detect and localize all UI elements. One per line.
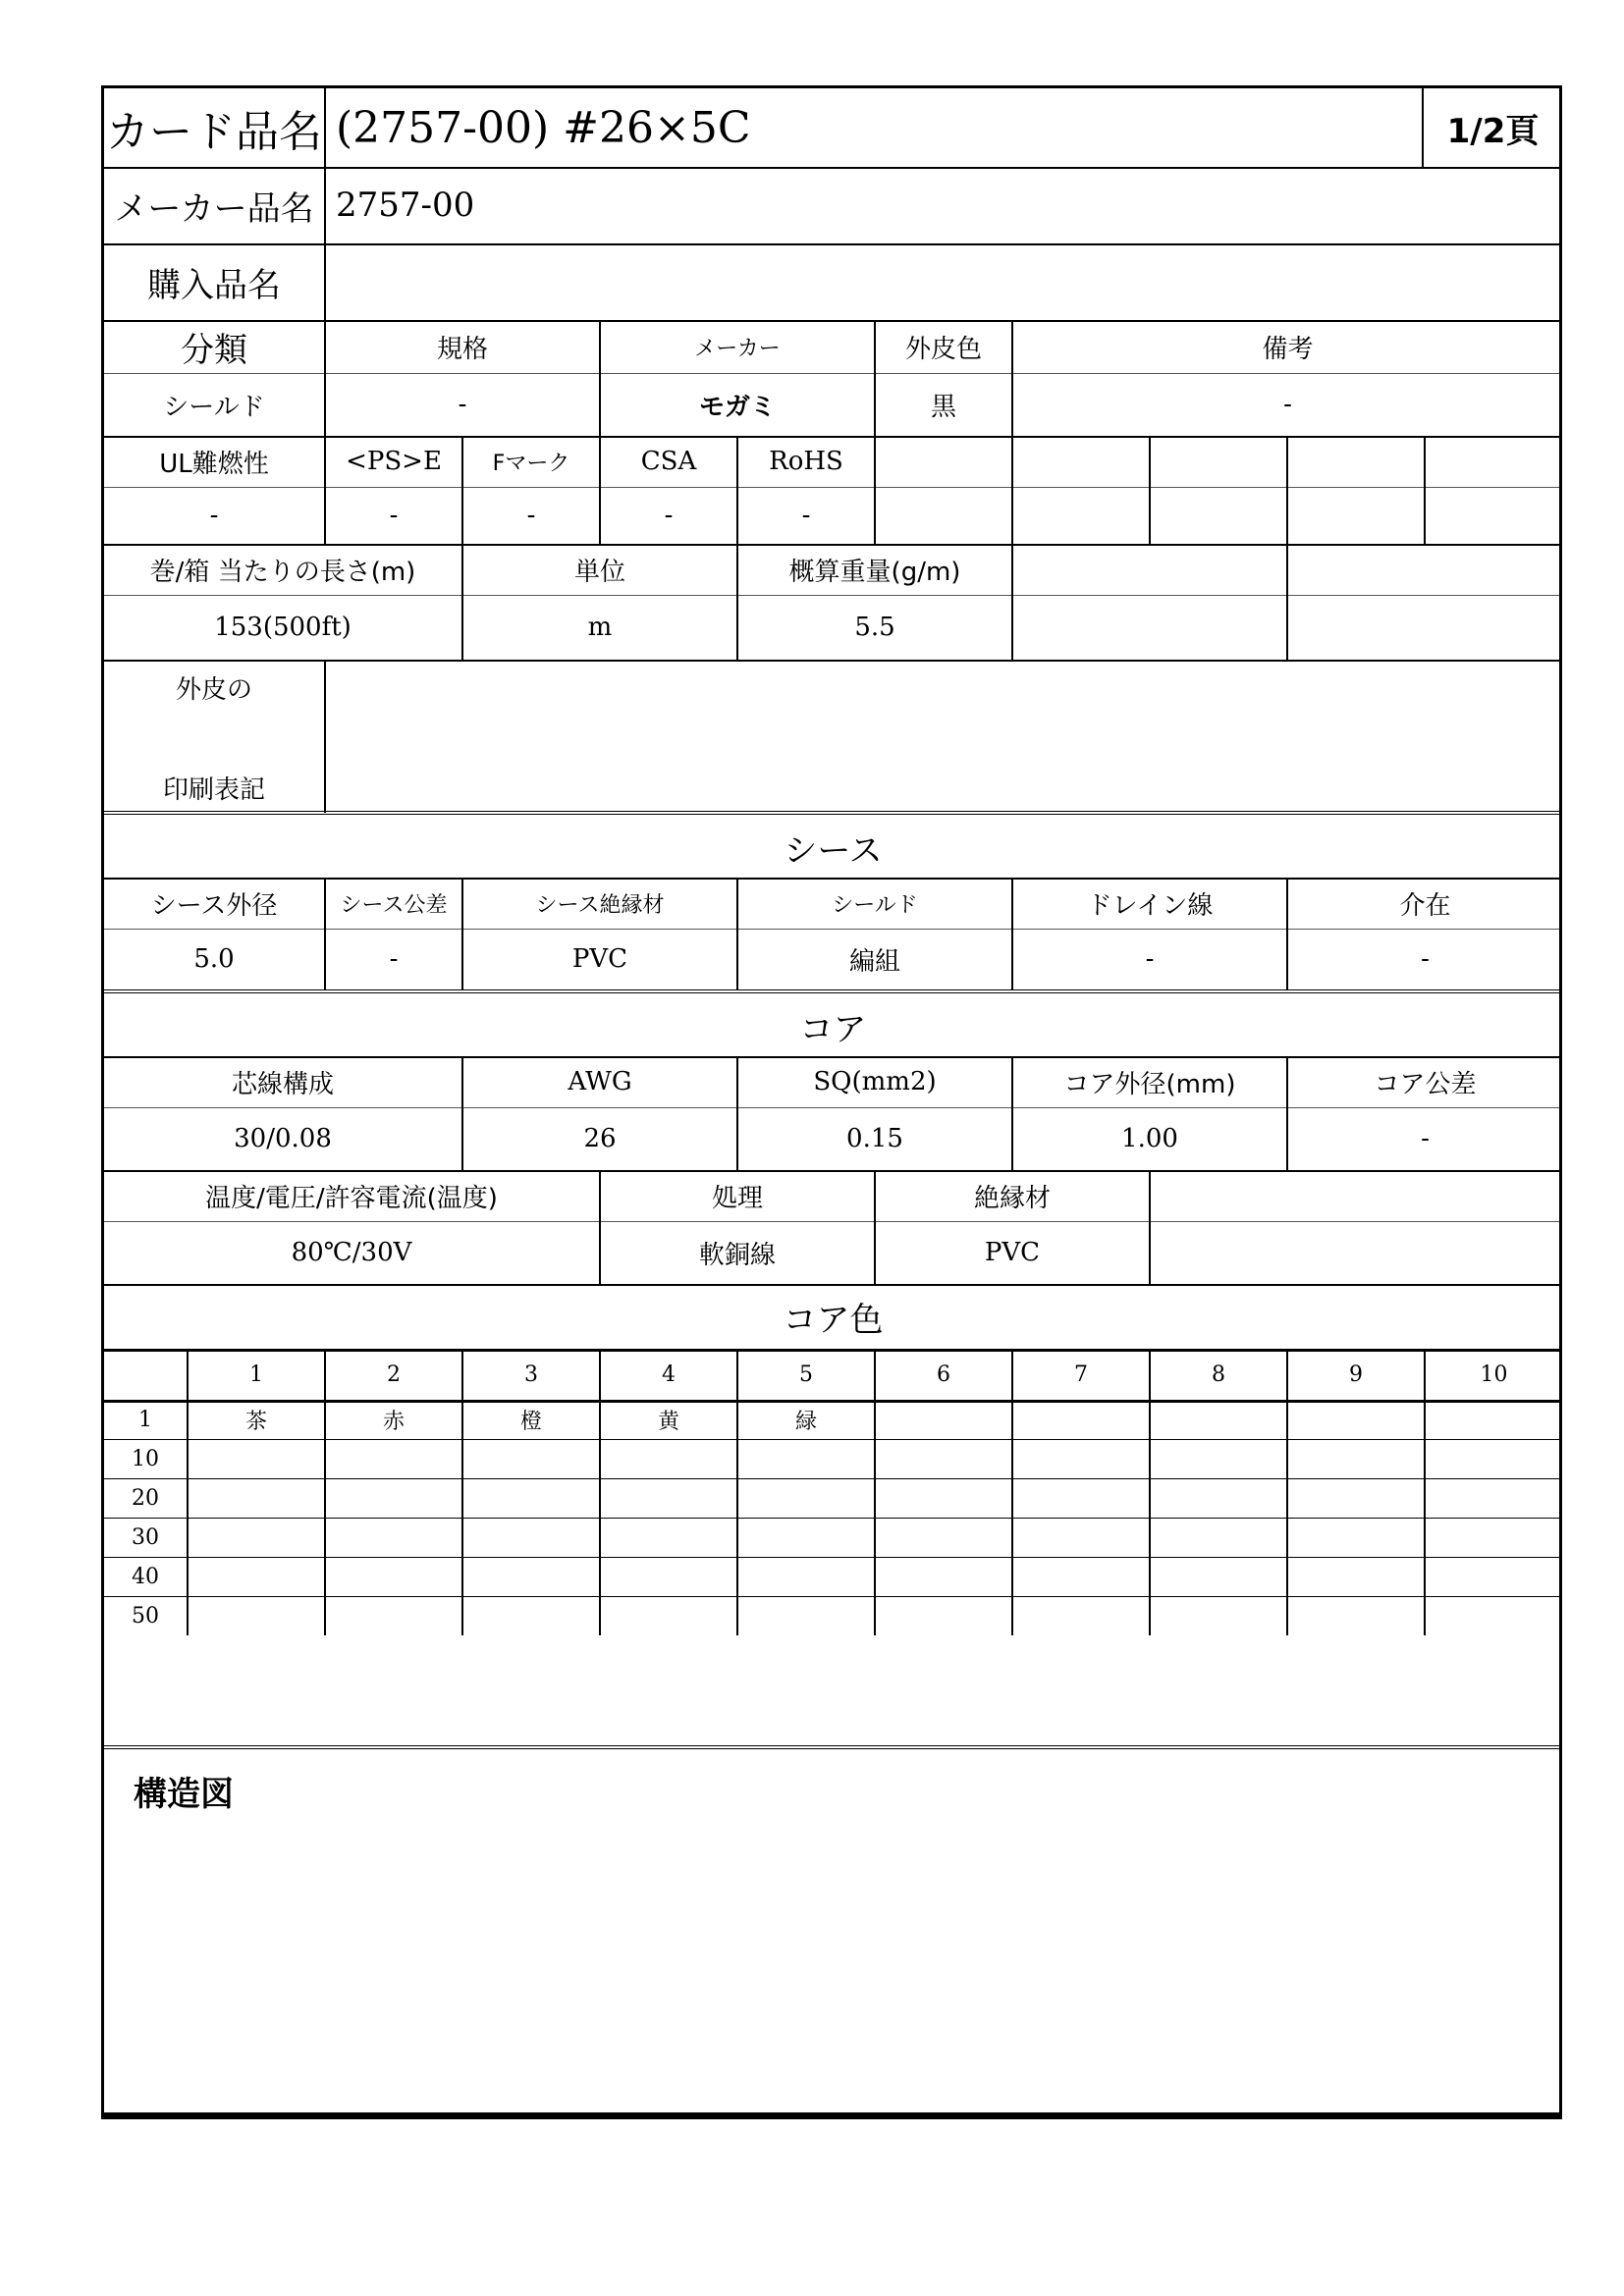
diagram-title: 構造図 (134, 1775, 234, 1814)
cert-v-2: - (461, 487, 599, 544)
color-cell (187, 1478, 324, 1518)
color-cell (736, 1478, 874, 1518)
length-h-1: 単位 (461, 544, 736, 595)
color-cell (461, 1518, 599, 1557)
color-cell (1011, 1478, 1149, 1518)
color-cell (874, 1596, 1011, 1635)
print-label-1: 外皮の (175, 674, 252, 705)
page-number: 1/2頁 (1422, 88, 1562, 167)
core-title-row (104, 995, 1559, 1056)
color-col-header: 1 (187, 1349, 324, 1400)
maker-row (104, 167, 1559, 243)
maker-label: メーカー品名 (114, 188, 314, 229)
colors-title-row (104, 1284, 1559, 1349)
temp-v-empty (1149, 1221, 1562, 1284)
color-col-header: 8 (1149, 1349, 1286, 1400)
core-v-3: 1.00 (1011, 1107, 1286, 1170)
length-h-2: 概算重量(g/m) (736, 544, 1011, 595)
color-cell (599, 1478, 736, 1518)
color-col-header: 3 (461, 1349, 599, 1400)
color-cell (874, 1518, 1011, 1557)
color-cell (736, 1596, 874, 1635)
color-cell (461, 1596, 599, 1635)
cert-v-4: - (736, 487, 874, 544)
sheath-header-row (104, 878, 1559, 929)
class-h-3: 外皮色 (874, 320, 1011, 373)
temp-h-0: 温度/電圧/許容電流(温度) (205, 1183, 498, 1213)
color-cell (874, 1400, 1011, 1439)
color-col-header: 7 (1011, 1349, 1149, 1400)
print-label-2: 印刷表記 (162, 774, 265, 805)
color-cell (1011, 1400, 1149, 1439)
length-h-empty-1 (1011, 544, 1286, 595)
color-cell (1424, 1439, 1562, 1478)
color-row-label: 50 (132, 1603, 159, 1629)
cert-h-empty-4 (1286, 436, 1424, 487)
color-col-header: 10 (1424, 1349, 1562, 1400)
temp-h-empty (1149, 1170, 1562, 1221)
length-v-1: m (461, 595, 736, 660)
color-cell (1424, 1596, 1562, 1635)
color-cell: 茶 (187, 1400, 324, 1439)
colors-title: コア色 (783, 1300, 884, 1340)
color-cell (324, 1518, 461, 1557)
color-cell (599, 1439, 736, 1478)
class-h-1: 規格 (324, 320, 599, 373)
color-cell (1011, 1439, 1149, 1478)
color-cell (1424, 1400, 1562, 1439)
color-cell (874, 1439, 1011, 1478)
color-col-header: 9 (1286, 1349, 1424, 1400)
card-name-label: カード品名 (106, 107, 322, 157)
color-cell: 橙 (461, 1400, 599, 1439)
temp-h-1: 処理 (599, 1170, 874, 1221)
purchase-row (104, 243, 1559, 320)
class-h-4: 備考 (1011, 320, 1562, 373)
color-cell (1149, 1518, 1286, 1557)
color-cell (324, 1439, 461, 1478)
sheath-value-row (104, 929, 1559, 989)
color-row-label: 30 (132, 1524, 159, 1550)
sheath-h-1: シース公差 (324, 878, 461, 929)
card-name-row (104, 88, 1559, 167)
sheath-title-row (104, 817, 1559, 878)
cert-h-1: <PS>E (324, 436, 461, 487)
temp-v-2: PVC (874, 1221, 1149, 1284)
diagram-area (104, 1751, 1559, 2116)
color-col-header: 4 (599, 1349, 736, 1400)
cert-h-empty-1 (874, 436, 1011, 487)
cert-v-empty-1 (874, 487, 1011, 544)
color-cell (736, 1439, 874, 1478)
cert-v-empty-4 (1286, 487, 1424, 544)
color-cell: 緑 (736, 1400, 874, 1439)
color-cell (324, 1557, 461, 1596)
cert-h-3: CSA (599, 436, 736, 487)
sheath-v-1: - (324, 929, 461, 989)
color-cell (187, 1518, 324, 1557)
cert-value-row (104, 487, 1559, 544)
color-cell (1286, 1400, 1424, 1439)
color-cell (874, 1478, 1011, 1518)
class-v-3: 黒 (874, 373, 1011, 436)
color-row-label: 40 (132, 1564, 159, 1589)
core-h-3: コア外径(mm) (1011, 1056, 1286, 1107)
core-v-2: 0.15 (736, 1107, 1011, 1170)
color-cell (1424, 1518, 1562, 1557)
core-v-1: 26 (461, 1107, 736, 1170)
color-cell (1011, 1518, 1149, 1557)
color-cell (1424, 1557, 1562, 1596)
class-v-0: シールド (163, 392, 265, 422)
spec-sheet (101, 85, 1562, 2119)
print-value (324, 660, 1562, 813)
color-cell (324, 1478, 461, 1518)
color-cell (1286, 1557, 1424, 1596)
color-cell (1149, 1400, 1286, 1439)
print-row (104, 660, 1559, 813)
length-v-2: 5.5 (736, 595, 1011, 660)
color-cell (599, 1596, 736, 1635)
cert-v-empty-3 (1149, 487, 1286, 544)
cert-h-4: RoHS (736, 436, 874, 487)
color-cell (1149, 1557, 1286, 1596)
sheath-h-2: シース絶縁材 (461, 878, 736, 929)
color-corner (104, 1349, 187, 1400)
length-header-row (104, 544, 1559, 595)
color-cell (187, 1596, 324, 1635)
color-cell (736, 1557, 874, 1596)
sheath-title: シース (784, 830, 883, 871)
class-h-2: メーカー (599, 320, 874, 373)
purchase-label: 購入品名 (147, 265, 281, 305)
core-v-4: - (1286, 1107, 1562, 1170)
class-v-4: - (1011, 373, 1562, 436)
maker-value: 2757-00 (324, 167, 1562, 243)
cert-header-row (104, 436, 1559, 487)
color-cell (1286, 1518, 1424, 1557)
core-h-4: コア公差 (1286, 1056, 1562, 1107)
cert-v-0: - (209, 501, 219, 530)
temp-header-row (104, 1170, 1559, 1221)
class-v-1: - (324, 373, 599, 436)
core-color-table (104, 1349, 1562, 1747)
sheath-h-0: シース外径 (150, 890, 278, 921)
class-value-row (104, 373, 1559, 436)
purchase-value (324, 243, 1562, 320)
temp-value-row (104, 1221, 1559, 1284)
length-h-empty-2 (1286, 544, 1562, 595)
core-h-0: 芯線構成 (231, 1069, 334, 1099)
color-cell (1149, 1478, 1286, 1518)
color-cell (1286, 1439, 1424, 1478)
cert-v-1: - (324, 487, 461, 544)
class-v-2: モガミ (599, 373, 874, 436)
color-cell (461, 1439, 599, 1478)
class-h-0: 分類 (181, 330, 247, 370)
color-cell: 赤 (324, 1400, 461, 1439)
color-cell (1149, 1596, 1286, 1635)
color-cell (187, 1557, 324, 1596)
color-cell (187, 1439, 324, 1478)
color-cell (874, 1557, 1011, 1596)
print-label (104, 660, 324, 813)
color-cell (324, 1596, 461, 1635)
color-cell: 黄 (599, 1400, 736, 1439)
cert-h-2: Fマーク (461, 436, 599, 487)
class-header-row (104, 320, 1559, 373)
color-cell (461, 1557, 599, 1596)
temp-h-2: 絶縁材 (874, 1170, 1149, 1221)
color-cell (1286, 1478, 1424, 1518)
color-cell (599, 1518, 736, 1557)
length-v-empty-2 (1286, 595, 1562, 660)
color-col-header: 2 (324, 1349, 461, 1400)
color-cell (1011, 1557, 1149, 1596)
cert-h-empty-5 (1424, 436, 1562, 487)
color-cell (1424, 1478, 1562, 1518)
color-cell (1011, 1596, 1149, 1635)
sheath-v-5: - (1286, 929, 1562, 989)
core-v-0: 30/0.08 (234, 1124, 332, 1153)
card-name-value: (2757-00) #26×5C (324, 88, 1422, 167)
color-cell (1286, 1596, 1424, 1635)
temp-v-1: 軟銅線 (599, 1221, 874, 1284)
color-row-label: 10 (132, 1446, 159, 1471)
color-cell (736, 1518, 874, 1557)
color-cell (1149, 1439, 1286, 1478)
color-cell (599, 1557, 736, 1596)
cert-v-3: - (599, 487, 736, 544)
cert-v-empty-5 (1424, 487, 1562, 544)
sheath-v-4: - (1011, 929, 1286, 989)
length-h-0: 巻/箱 当たりの長さ(m) (149, 557, 416, 587)
cert-h-empty-2 (1011, 436, 1149, 487)
core-h-2: SQ(mm2) (736, 1056, 1011, 1107)
length-v-empty-1 (1011, 595, 1286, 660)
color-col-header: 5 (736, 1349, 874, 1400)
core-header-row (104, 1056, 1559, 1107)
length-value-row (104, 595, 1559, 660)
length-v-0: 153(500ft) (214, 613, 352, 642)
color-col-header: 6 (874, 1349, 1011, 1400)
cert-h-empty-3 (1149, 436, 1286, 487)
core-h-1: AWG (461, 1056, 736, 1107)
sheath-v-3: 編組 (736, 929, 1011, 989)
color-cell (461, 1478, 599, 1518)
core-value-row (104, 1107, 1559, 1170)
color-row-label: 20 (132, 1485, 159, 1511)
sheath-h-3: シールド (736, 878, 1011, 929)
cert-v-empty-2 (1011, 487, 1149, 544)
core-title: コア (799, 1009, 867, 1049)
color-row-label: 1 (138, 1407, 152, 1432)
sheath-h-4: ドレイン線 (1011, 878, 1286, 929)
cert-h-0: UL難燃性 (159, 449, 269, 479)
temp-v-0: 80℃/30V (291, 1238, 412, 1267)
sheath-v-2: PVC (461, 929, 736, 989)
sheath-v-0: 5.0 (193, 944, 235, 974)
sheath-h-5: 介在 (1286, 878, 1562, 929)
